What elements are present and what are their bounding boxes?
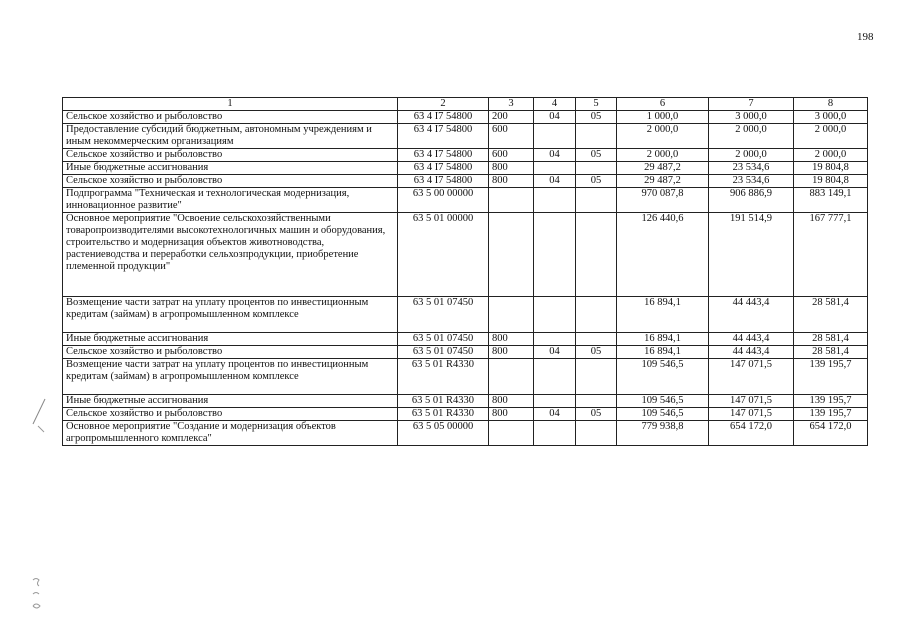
table-row [63,333,868,346]
cell-subsection [576,421,617,446]
cell-amount-col8: 3 000,0 [794,111,868,124]
cell-name: Иные бюджетные ассигнования [63,162,398,175]
header-cell: 1 [63,98,398,111]
cell-amount-col7: 44 443,4 [709,297,794,333]
cell-subsection [576,359,617,395]
cell-amount-col8: 28 581,4 [794,333,868,346]
header-cell: 6 [617,98,709,111]
cell-amount-col7: 147 071,5 [709,408,794,421]
header-cell: 5 [576,98,617,111]
cell-name: Сельское хозяйство и рыболовство [63,149,398,162]
table-row [63,213,868,297]
cell-section: 04 [534,408,576,421]
cell-amount-col7: 23 534,6 [709,162,794,175]
cell-amount-col6: 16 894,1 [617,333,709,346]
table-row [63,111,868,124]
cell-amount-col8: 167 777,1 [794,213,868,297]
margin-pen-stroke [33,593,39,595]
cell-name: Сельское хозяйство и рыболовство [63,408,398,421]
cell-name: Возмещение части затрат на уплату процентов по инвестиционным кредитам (займам) в агропромышленном комплексе [63,359,398,395]
cell-section [534,297,576,333]
cell-name: Основное мероприятие "Освоение сельскохозяйственными товаропроизводителями высокотехнологичных машин и оборудования, строительство и модернизация объектов животноводства, растениеводства и переработки сельхозпродукции, приобретение племенной продукции" [63,213,398,297]
table-row [63,188,868,213]
cell-amount-col7: 2 000,0 [709,124,794,149]
cell-section [534,421,576,446]
cell-name: Основное мероприятие "Создание и модернизация объектов агропромышленного комплекса" [63,421,398,446]
cell-expense-type [489,297,534,333]
cell-expense-type: 800 [489,346,534,359]
cell-subsection [576,213,617,297]
cell-name: Сельское хозяйство и рыболовство [63,175,398,188]
cell-amount-col8: 19 804,8 [794,162,868,175]
cell-amount-col8: 19 804,8 [794,175,868,188]
cell-name: Предоставление субсидий бюджетным, автономным учреждениям и иным некоммерческим организациям [63,124,398,149]
cell-expense-type: 600 [489,124,534,149]
cell-expense-type: 800 [489,162,534,175]
cell-code: 63 4 I7 54800 [398,162,489,175]
cell-code: 63 5 01 R4330 [398,408,489,421]
cell-amount-col6: 970 087,8 [617,188,709,213]
cell-amount-col6: 29 487,2 [617,175,709,188]
cell-expense-type: 800 [489,175,534,188]
cell-code: 63 5 01 00000 [398,213,489,297]
cell-code: 63 4 I7 54800 [398,124,489,149]
header-cell: 3 [489,98,534,111]
cell-amount-col8: 28 581,4 [794,346,868,359]
table-row [63,359,868,395]
cell-name: Иные бюджетные ассигнования [63,333,398,346]
cell-name: Иные бюджетные ассигнования [63,395,398,408]
cell-amount-col6: 2 000,0 [617,149,709,162]
margin-pen-stroke [33,399,45,424]
cell-expense-type: 800 [489,333,534,346]
cell-amount-col6: 16 894,1 [617,297,709,333]
cell-amount-col8: 28 581,4 [794,297,868,333]
cell-amount-col6: 109 546,5 [617,408,709,421]
cell-subsection [576,333,617,346]
cell-expense-type: 800 [489,408,534,421]
table-row [63,149,868,162]
header-cell: 4 [534,98,576,111]
cell-code: 63 5 01 R4330 [398,359,489,395]
table-row [63,421,868,446]
cell-code: 63 5 01 07450 [398,333,489,346]
cell-code: 63 4 I7 54800 [398,175,489,188]
cell-expense-type [489,421,534,446]
cell-amount-col7: 44 443,4 [709,346,794,359]
cell-code: 63 4 I7 54800 [398,111,489,124]
table-row [63,175,868,188]
cell-expense-type [489,213,534,297]
cell-amount-col7: 191 514,9 [709,213,794,297]
cell-code: 63 5 05 00000 [398,421,489,446]
cell-amount-col8: 883 149,1 [794,188,868,213]
cell-name: Подпрограмма "Техническая и технологическая модернизация, инновационное развитие" [63,188,398,213]
table-row [63,395,868,408]
cell-amount-col8: 139 195,7 [794,395,868,408]
cell-subsection [576,162,617,175]
cell-amount-col7: 906 886,9 [709,188,794,213]
cell-name: Сельское хозяйство и рыболовство [63,346,398,359]
header-cell: 7 [709,98,794,111]
cell-subsection: 05 [576,175,617,188]
cell-amount-col8: 2 000,0 [794,149,868,162]
cell-expense-type [489,188,534,213]
cell-expense-type: 800 [489,395,534,408]
margin-pen-stroke [33,579,39,587]
cell-subsection [576,297,617,333]
cell-name: Сельское хозяйство и рыболовство [63,111,398,124]
cell-section [534,333,576,346]
cell-amount-col6: 109 546,5 [617,359,709,395]
cell-section [534,359,576,395]
header-cell: 8 [794,98,868,111]
budget-table [62,97,868,446]
cell-code: 63 5 00 00000 [398,188,489,213]
margin-pen-stroke [38,426,44,432]
cell-code: 63 5 01 07450 [398,297,489,333]
cell-amount-col7: 3 000,0 [709,111,794,124]
cell-section: 04 [534,149,576,162]
header-cell: 2 [398,98,489,111]
page-number: 198 [857,31,874,43]
cell-amount-col7: 2 000,0 [709,149,794,162]
cell-name: Возмещение части затрат на уплату процентов по инвестиционным кредитам (займам) в агропромышленном комплексе [63,297,398,333]
cell-code: 63 4 I7 54800 [398,149,489,162]
table-row [63,162,868,175]
cell-expense-type: 200 [489,111,534,124]
cell-amount-col6: 126 440,6 [617,213,709,297]
cell-amount-col6: 16 894,1 [617,346,709,359]
cell-amount-col6: 2 000,0 [617,124,709,149]
cell-section: 04 [534,111,576,124]
cell-amount-col6: 779 938,8 [617,421,709,446]
cell-subsection: 05 [576,408,617,421]
cell-amount-col8: 139 195,7 [794,359,868,395]
cell-section [534,162,576,175]
cell-section: 04 [534,175,576,188]
cell-subsection: 05 [576,111,617,124]
cell-subsection [576,124,617,149]
cell-section [534,124,576,149]
cell-expense-type: 600 [489,149,534,162]
cell-amount-col6: 1 000,0 [617,111,709,124]
cell-amount-col7: 654 172,0 [709,421,794,446]
margin-pen-stroke [33,604,40,608]
cell-amount-col8: 654 172,0 [794,421,868,446]
header-row [63,98,868,111]
cell-subsection [576,188,617,213]
cell-section [534,188,576,213]
cell-amount-col7: 44 443,4 [709,333,794,346]
cell-code: 63 5 01 R4330 [398,395,489,408]
cell-amount-col7: 147 071,5 [709,395,794,408]
cell-section [534,395,576,408]
cell-amount-col8: 139 195,7 [794,408,868,421]
cell-expense-type [489,359,534,395]
cell-amount-col7: 147 071,5 [709,359,794,395]
cell-subsection: 05 [576,149,617,162]
table-row [63,408,868,421]
cell-amount-col8: 2 000,0 [794,124,868,149]
cell-section [534,213,576,297]
cell-amount-col6: 109 546,5 [617,395,709,408]
cell-amount-col7: 23 534,6 [709,175,794,188]
cell-subsection [576,395,617,408]
cell-section: 04 [534,346,576,359]
table-row [63,346,868,359]
table-row [63,124,868,149]
cell-amount-col6: 29 487,2 [617,162,709,175]
cell-code: 63 5 01 07450 [398,346,489,359]
table-row [63,297,868,333]
cell-subsection: 05 [576,346,617,359]
